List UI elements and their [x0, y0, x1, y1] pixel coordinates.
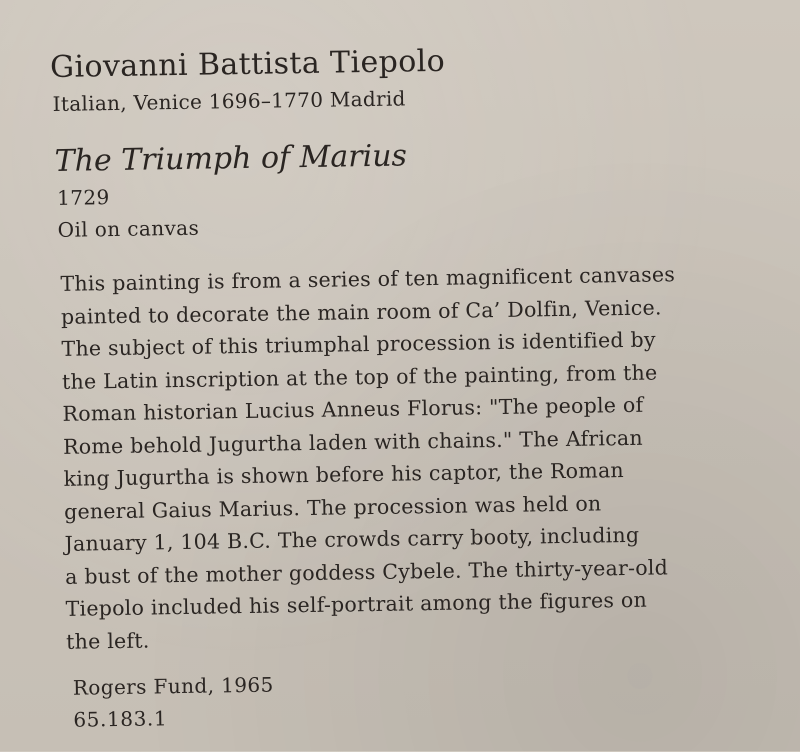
description-line: January 1, 104 B.C. The crowds carry booty, including — [64, 522, 640, 556]
artwork-description — [60, 257, 786, 658]
description-line: general Gaius Marius. The procession was held on — [63, 490, 602, 524]
artwork-year: 1729 — [56, 185, 110, 210]
credit-line: Rogers Fund, 1965 — [72, 672, 274, 700]
accession-number: 65.183.1 — [73, 706, 168, 732]
artwork-title: The Triumph of Marius — [54, 138, 408, 179]
artwork-medium: Oil on canvas — [57, 215, 200, 242]
description-line: painted to decorate the main room of Ca’ Dolfin, Venice. — [60, 294, 662, 329]
description-line: The subject of this triumphal procession is identified by — [61, 327, 656, 361]
artist-bio: Italian, Venice 1696–1770 Madrid — [52, 86, 406, 116]
description-line: Tiepolo included his self-portrait among the figures on — [65, 587, 648, 621]
description-line: the Latin inscription at the top of the painting, from the — [61, 360, 658, 394]
description-line: Roman historian Lucius Anneus Florus: "The people of — [62, 392, 644, 426]
description-line: This painting is from a series of ten magnificent canvases — [60, 262, 676, 296]
artist-name: Giovanni Battista Tiepolo — [49, 43, 446, 85]
description-line: king Jugurtha is shown before his captor, the Roman — [63, 458, 625, 491]
description-line: Rome behold Jugurtha laden with chains." The African — [62, 425, 644, 459]
description-line: the left. — [65, 628, 150, 654]
description-line: a bust of the mother goddess Cybele. The thirty-year-old — [64, 554, 669, 589]
